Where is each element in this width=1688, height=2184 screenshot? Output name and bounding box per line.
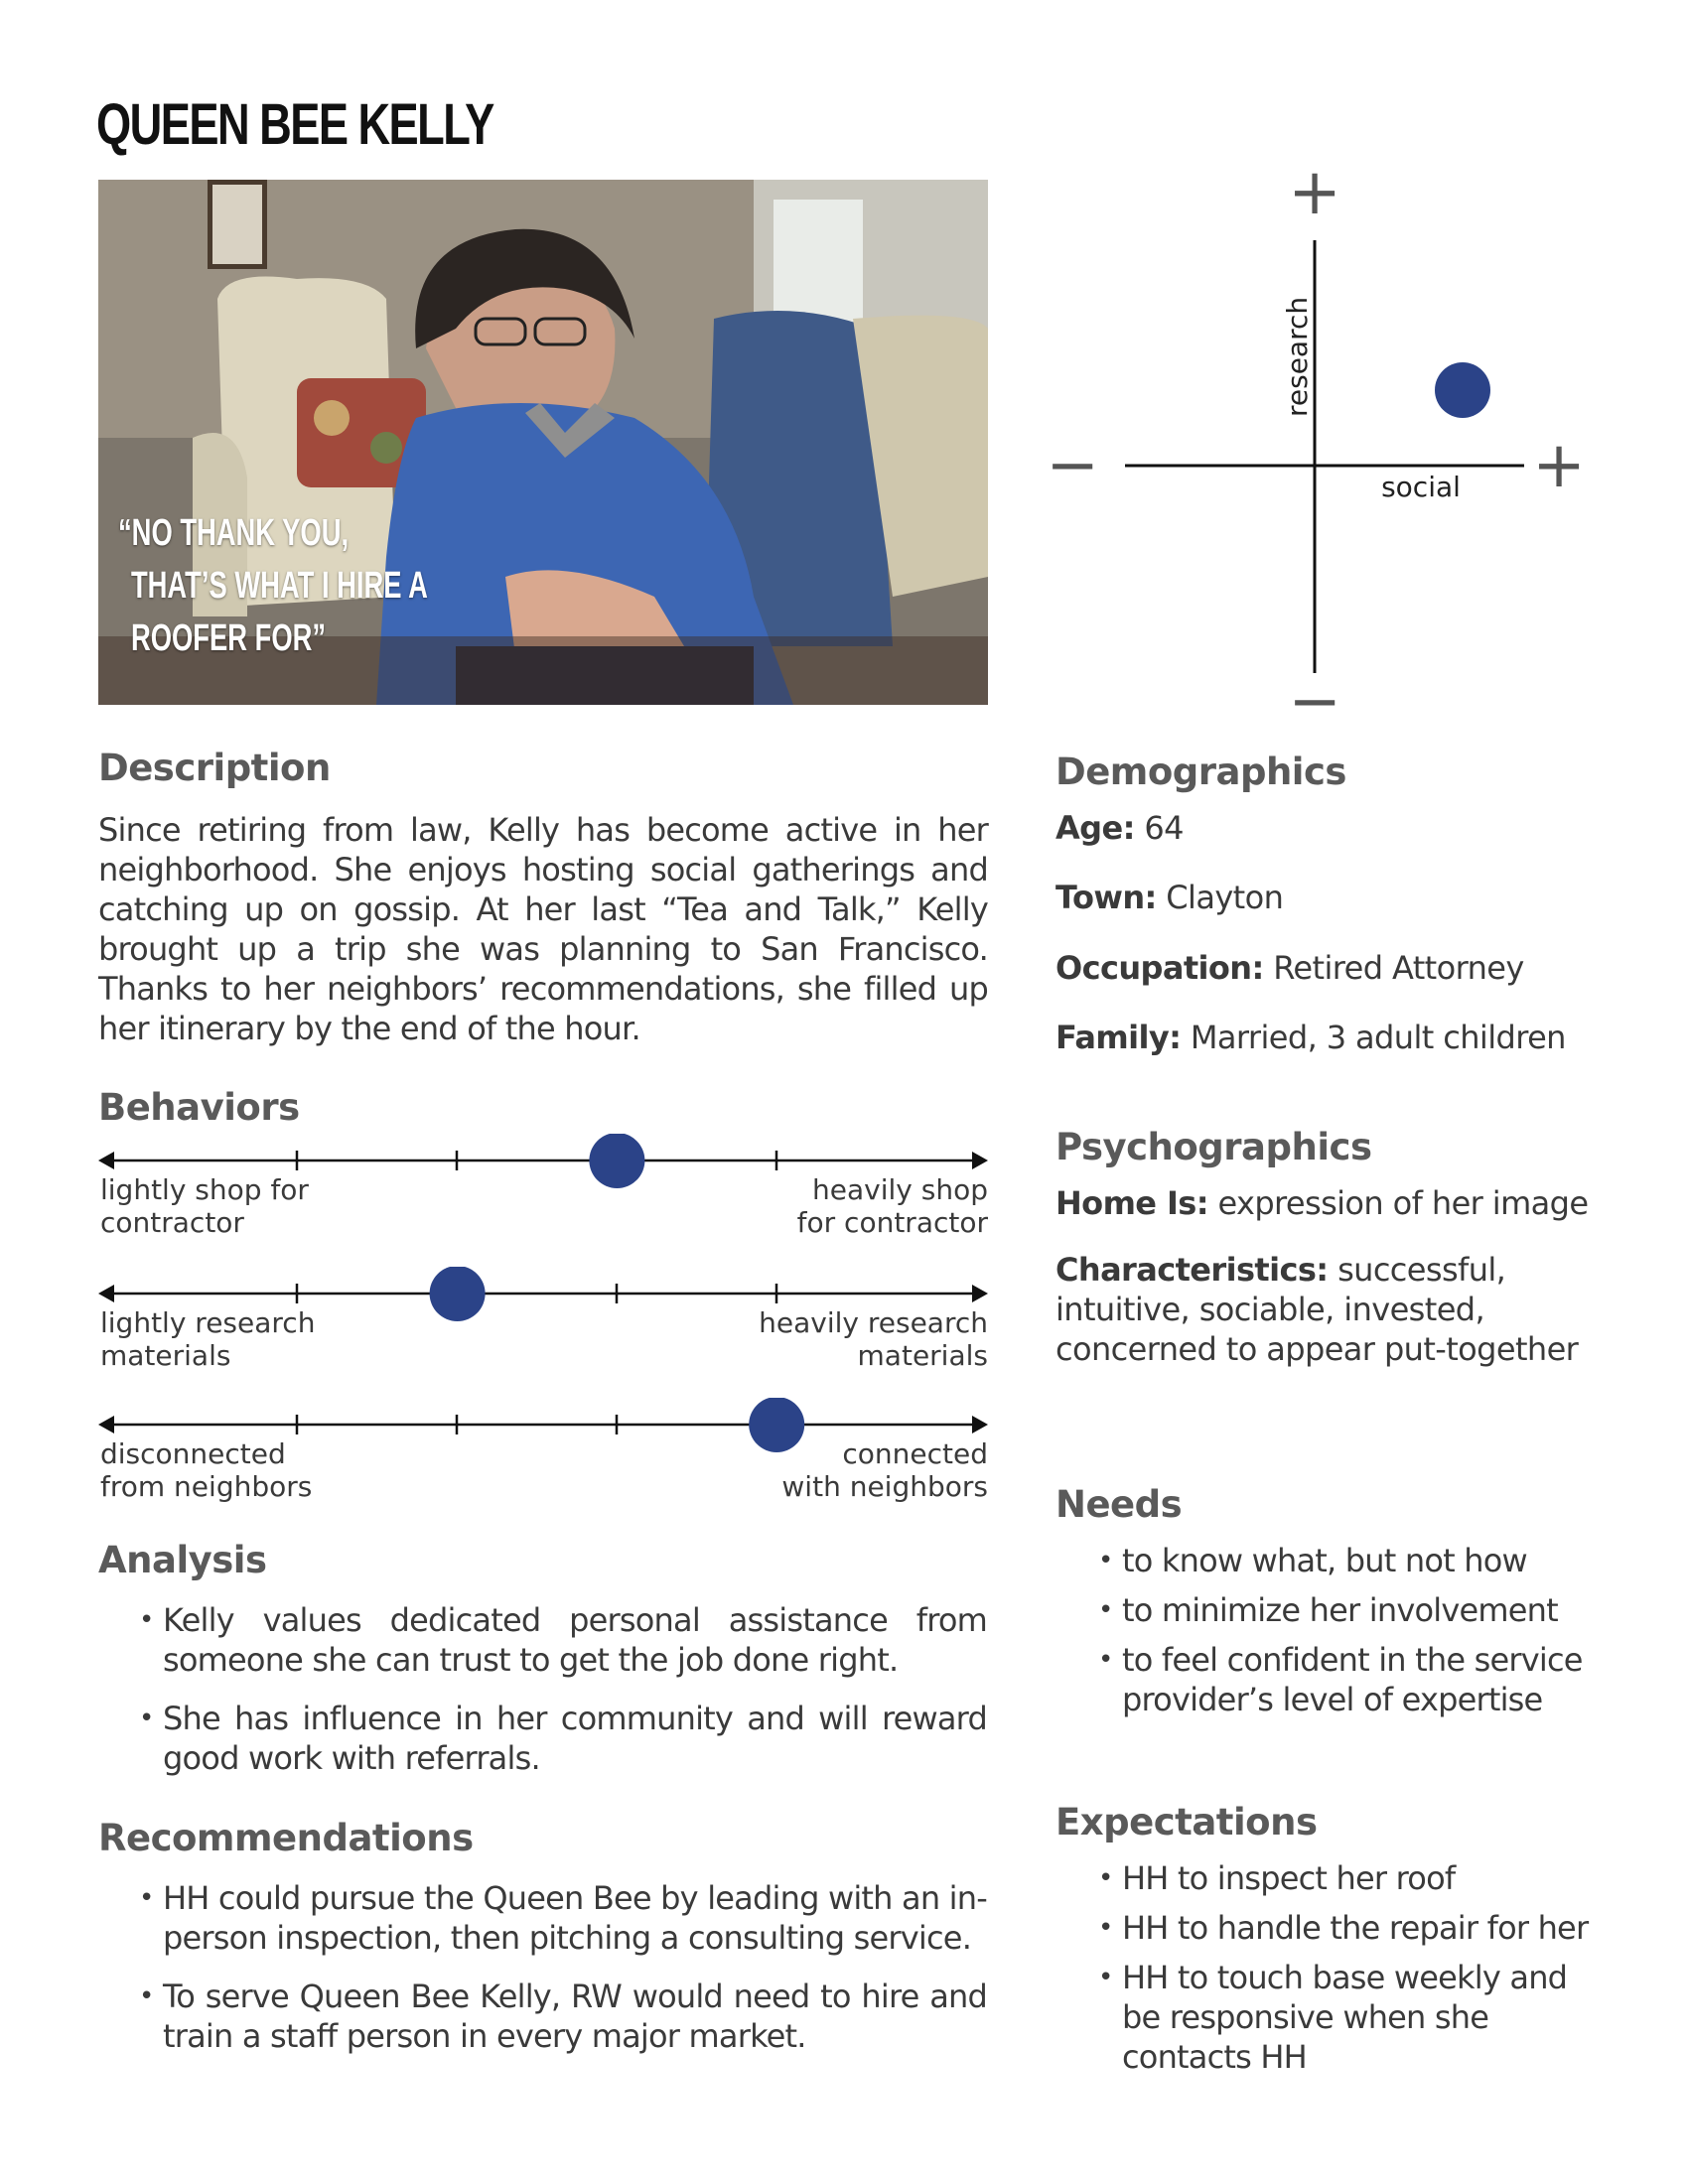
label-line: for contractor [796,1206,988,1239]
minus-left-label: − [1048,429,1099,502]
label-line: lightly research [100,1306,316,1339]
home-row [1055,1183,1592,1223]
label-line: lightly shop for [100,1173,309,1206]
home-label: Home Is: [1055,1184,1208,1222]
list-item: • HH to handle the repair for her [1098,1908,1595,1948]
list-item: • to feel confident in the service provider’s level of expertise [1098,1640,1595,1719]
town-label: Town: [1055,879,1157,916]
occupation-value: Retired Attorney [1273,949,1524,987]
list-item: • To serve Queen Bee Kelly, RW would need to hire and train a staff person in every major market. [139,1977,987,2056]
scale-marker [589,1134,644,1188]
label-line: with neighbors [781,1470,988,1503]
characteristics-row [1055,1250,1592,1369]
plus-top-label: + [1288,169,1341,229]
label-line: materials [857,1339,988,1372]
town-row [1055,878,1283,917]
age-label: Age: [1055,809,1135,847]
list-item: • She has influence in her community and will reward good work with referrals. [139,1699,987,1778]
behaviors-heading: Behaviors [98,1086,300,1129]
analysis-list [139,1600,987,1797]
minus-bottom-label: − [1288,665,1341,725]
label-line: heavily research [759,1306,988,1339]
behavior-scale [98,1267,988,1376]
recommendations-heading: Recommendations [98,1817,474,1859]
description-heading: Description [98,747,331,789]
social-axis-label: social [1381,471,1461,503]
label-line: connected [842,1437,988,1470]
expectations-list [1098,1858,1595,2087]
label-line: heavily shop [812,1173,988,1206]
behavior-scale [98,1134,988,1243]
demographics-heading: Demographics [1055,751,1346,793]
description-text: Since retiring from law, Kelly has become active in her neighborhood. She enjoys hosting social gatherings and catching up on gossip. At her last “Tea and Talk,” Kelly brought up a trip she was planning to San Francisco. Thanks to her neighbors’ recommendations, she filled up her itinerary by the end of the hour. [98,811,988,1047]
plus-right-label: + [1532,429,1586,502]
page-title: QUEEN BEE KELLY [96,92,493,157]
list-item: • HH to inspect her roof [1098,1858,1595,1898]
age-value: 64 [1144,809,1184,847]
list-item: • Kelly values dedicated personal assistance from someone she can trust to get the job done right. [139,1600,987,1680]
scale-right-label [797,1173,988,1239]
scale-left-label [100,1437,312,1503]
occupation-label: Occupation: [1055,949,1264,987]
scale-left-label [100,1173,309,1239]
list-item: • to minimize her involvement [1098,1590,1595,1630]
characteristics-label: Characteristics: [1055,1251,1329,1289]
research-social-quadrant [1048,169,1604,725]
recommendations-list [139,1878,987,2075]
persona-point [1435,362,1490,418]
expectations-heading: Expectations [1055,1801,1318,1843]
needs-list [1098,1541,1595,1729]
scale-left-label [100,1306,315,1372]
quote-line: ROOFER FOR” [130,617,327,659]
psychographics-heading: Psychographics [1055,1126,1372,1168]
label-line: contractor [100,1206,244,1239]
family-label: Family: [1055,1019,1182,1056]
scale-right-label [781,1437,988,1503]
label-line: materials [100,1339,231,1372]
label-line: disconnected [100,1437,286,1470]
scale-right-label [759,1306,988,1372]
quote-line: “NO THANK YOU, [118,512,350,554]
research-axis-label: research [1281,296,1314,417]
analysis-heading: Analysis [98,1539,267,1581]
scale-marker [430,1267,486,1321]
list-item: • HH could pursue the Queen Bee by leading with an in-person inspection, then pitching a consulting service. [139,1878,987,1958]
label-line: from neighbors [100,1470,313,1503]
persona-photo [98,180,988,705]
needs-heading: Needs [1055,1483,1183,1526]
age-row [1055,808,1184,848]
persona-quote [118,507,428,665]
quadrant-axes [1048,169,1604,725]
home-value: expression of her image [1217,1184,1589,1222]
behavior-scale [98,1398,988,1507]
list-item: • to know what, but not how [1098,1541,1595,1580]
list-item: • HH to touch base weekly and be responsive when she contacts HH [1098,1958,1595,2077]
occupation-row [1055,948,1524,988]
family-row [1055,1018,1566,1057]
quote-line: THAT’S WHAT I HIRE A [130,565,428,607]
family-value: Married, 3 adult children [1190,1019,1566,1056]
characteristics-value: successful, intuitive, sociable, invested, concerned to appear put-together [1055,1251,1579,1368]
town-value: Clayton [1166,879,1284,916]
